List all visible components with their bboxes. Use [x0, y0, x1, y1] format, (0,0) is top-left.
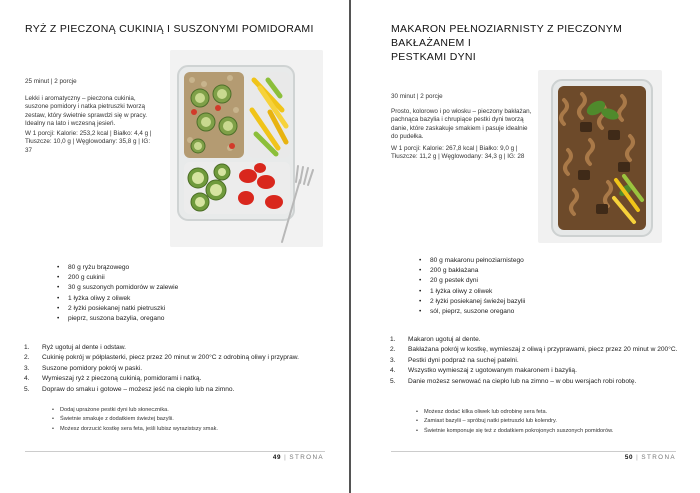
recipe-description: Lekki i aromatyczny – pieczona cukinia, suszone pomidory i natka pietruszki tworzą zestaw, który świetnie sprawdzi się w pracy. Idealny na lato i wczesną jesień. — [25, 95, 148, 128]
ingredients-list — [68, 263, 178, 324]
step-item: 1. Ryż ugotuj al dente i odstaw. — [24, 344, 126, 351]
recipe-meta: 30 minut | 2 porcje — [391, 93, 443, 100]
page-footer: 49 | STRONA — [272, 454, 324, 461]
tip-item: • Świetnie komponuje się też z dodatkiem pokrojonych suszonych pomidorów. — [424, 427, 613, 436]
ingredient-item: • 20 g pestek dyni — [430, 276, 525, 286]
page-label: STRONA — [641, 454, 676, 461]
recipe-nutrition: W 1 porcji: Kalorie: 267,8 kcal | Białko: 9,0 g | Tłuszcze: 11,2 g | Węglowodany: 34,3 g | IG: 28 — [391, 145, 525, 161]
recipe-meta: 25 minut | 2 porcje — [25, 78, 77, 85]
ingredient-item: • sól, pieprz, suszone oregano — [430, 307, 525, 317]
recipe-title: RYŻ Z PIECZONĄ CUKINIĄ I SUSZONYMI POMIDORAMI — [25, 23, 314, 35]
recipe-description: Prosto, kolorowo i po włosku – pieczony bakłażan, pachnąca bazylia i chrupiące pestki dyni tworzą danie, które zaskakuje smakiem i pasuje idealnie do pudełka. — [391, 108, 532, 141]
step-item: 3. Pestki dyni podpraż na suchej patelni. — [390, 356, 519, 364]
page-footer: 50 | STRONA — [624, 454, 676, 461]
ingredient-item: • 80 g makaronu pełnoziarnistego — [430, 256, 525, 266]
page-label: STRONA — [289, 454, 324, 461]
ingredient-item: • 30 g suszonych pomidorów w zalewie — [68, 283, 178, 293]
recipe-nutrition: W 1 porcji: Kalorie: 253,2 kcal | Białko: 4,4 g | Tłuszcze: 10,0 g | Węglowodany: 35,8 g | IG: 37 — [25, 130, 152, 154]
tip-item: • Świetnie smakuje z dodatkiem świeżej bazylii. — [60, 415, 218, 424]
step-item: 2. Cukinię pokrój w półplasterki, piecz przez 20 minut w 200°C z odrobiną oliwy i przypraw. — [24, 354, 299, 362]
step-item: 2. Bakłażana pokrój w kostkę, wymieszaj z oliwą i przyprawami, piecz przez 20 minut w 200°C. — [390, 346, 678, 354]
recipe-photo — [538, 70, 662, 243]
footer-divider — [391, 451, 676, 452]
step-item: 3. Suszone pomidory pokrój w paski. — [24, 364, 143, 372]
tip-item: • Dodaj uprażone pestki dyni lub słonecznika. — [60, 406, 218, 415]
tips-list — [424, 408, 613, 436]
recipe-title: MAKARON PEŁNOZIARNISTY Z PIECZONYM BAKŁAŻANEM I PESTKAMI DYNI — [391, 23, 623, 63]
step-item: 4. Wymieszaj ryż z pieczoną cukinią, pomidorami i natką. — [24, 375, 202, 383]
step-item: 1. Makaron ugotuj al dente. — [390, 336, 481, 343]
ingredient-item: • 2 łyżki posiekanej świeżej bazylii — [430, 297, 525, 307]
ingredient-item: • 200 g bakłażana — [430, 266, 525, 276]
ingredient-item: • pieprz, suszona bazylia, oregano — [68, 314, 178, 324]
step-item: 4. Wszystko wymieszaj z ugotowanym makaronem i bazylią. — [390, 367, 577, 375]
right-page — [351, 0, 700, 493]
footer-divider — [25, 451, 325, 452]
recipe-photo — [170, 50, 323, 247]
ingredient-item: • 2 łyżki posiekanej natki pietruszki — [68, 304, 178, 314]
page-number: 50 — [624, 454, 634, 461]
ingredient-item: • 200 g cukinii — [68, 273, 178, 283]
ingredient-item: • 80 g ryżu brązowego — [68, 263, 178, 273]
steps-list — [390, 335, 688, 387]
tip-item: • Możesz dorzucić kostkę sera feta, jeśli lubisz wyrazistszy smak. — [60, 425, 218, 434]
ingredients-list — [430, 256, 525, 317]
page-number: 49 — [272, 454, 282, 461]
tip-item: • Możesz dodać kilka oliwek lub odrobinę sera feta. — [424, 408, 613, 417]
step-item: 5. Danie możesz serwować na ciepło lub na zimno – w obu wersjach robi robotę. — [390, 377, 637, 385]
left-page — [0, 0, 349, 493]
tip-item: • Zamiast bazylii – spróbuj natki pietruszki lub kolendry. — [424, 417, 613, 426]
tips-list — [60, 406, 218, 434]
ingredient-item: • 1 łyżka oliwy z oliwek — [430, 287, 525, 297]
step-item: 5. Dopraw do smaku i gotowe – możesz jeść na ciepło lub na zimno. — [24, 385, 235, 393]
ingredient-item: • 1 łyżka oliwy z oliwek — [68, 294, 178, 304]
steps-list — [24, 343, 342, 395]
